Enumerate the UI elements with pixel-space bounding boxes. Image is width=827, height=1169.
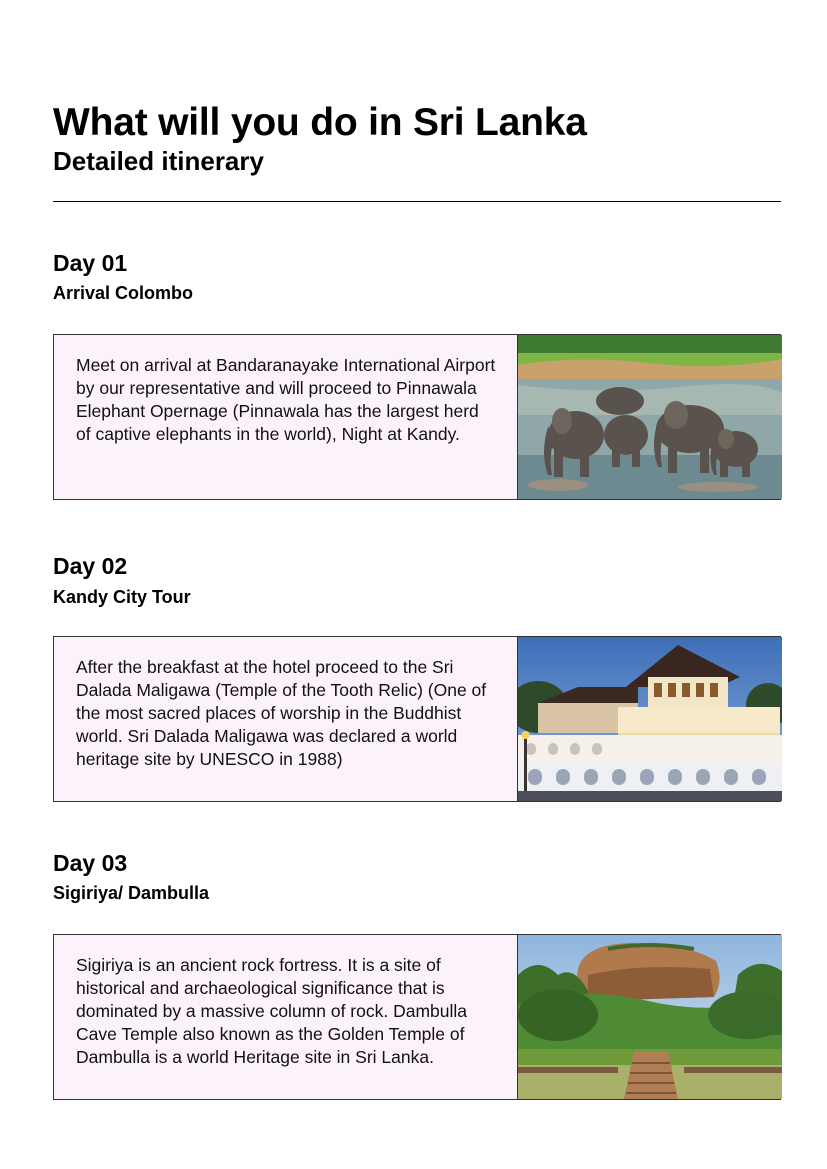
page-title: What will you do in Sri Lanka: [53, 101, 587, 144]
day-2-card: [53, 636, 781, 802]
day-3-photo: [517, 935, 782, 1099]
day-1-photo: [517, 335, 782, 499]
sigiriya-photo: [518, 935, 782, 1099]
day-1-heading: Day 01: [53, 250, 128, 276]
page-subtitle: Detailed itinerary: [53, 146, 264, 176]
temple-photo: [518, 637, 782, 801]
day-1-title: Arrival Colombo: [53, 283, 194, 303]
day-3-title: Sigiriya/ Dambulla: [53, 883, 210, 903]
day-1-card: [53, 334, 781, 500]
day-3-card: [53, 934, 781, 1100]
elephants-photo: [518, 335, 782, 499]
day-2-photo: [517, 637, 782, 801]
day-3-heading: Day 03: [53, 850, 128, 876]
day-2-heading: Day 02: [53, 553, 128, 579]
day-2-title: Kandy City Tour: [53, 587, 191, 607]
day-1-description: Meet on arrival at Bandaranayake International Airport by our representative and will proceed to Pinnawala Elephant Opernage (Pinnawala has the largest herd of captive elephants in the world), Night at Kandy.: [76, 355, 496, 444]
day-3-description: Sigiriya is an ancient rock fortress. It is a site of historical and archaeological significance that is dominated by a massive column of rock. Dambulla Cave Temple also known as the Golden Temple of Dambulla is a world Heritage site in Sri Lanka.: [76, 955, 468, 1067]
divider: [53, 201, 781, 202]
day-2-description: After the breakfast at the hotel proceed to the Sri Dalada Maligawa (Temple of the Tooth Relic) (One of the most sacred places of worship in the Buddhist world. Sri Dalada Maligawa was declared a world heritage site by UNESCO in 1988): [76, 657, 487, 769]
